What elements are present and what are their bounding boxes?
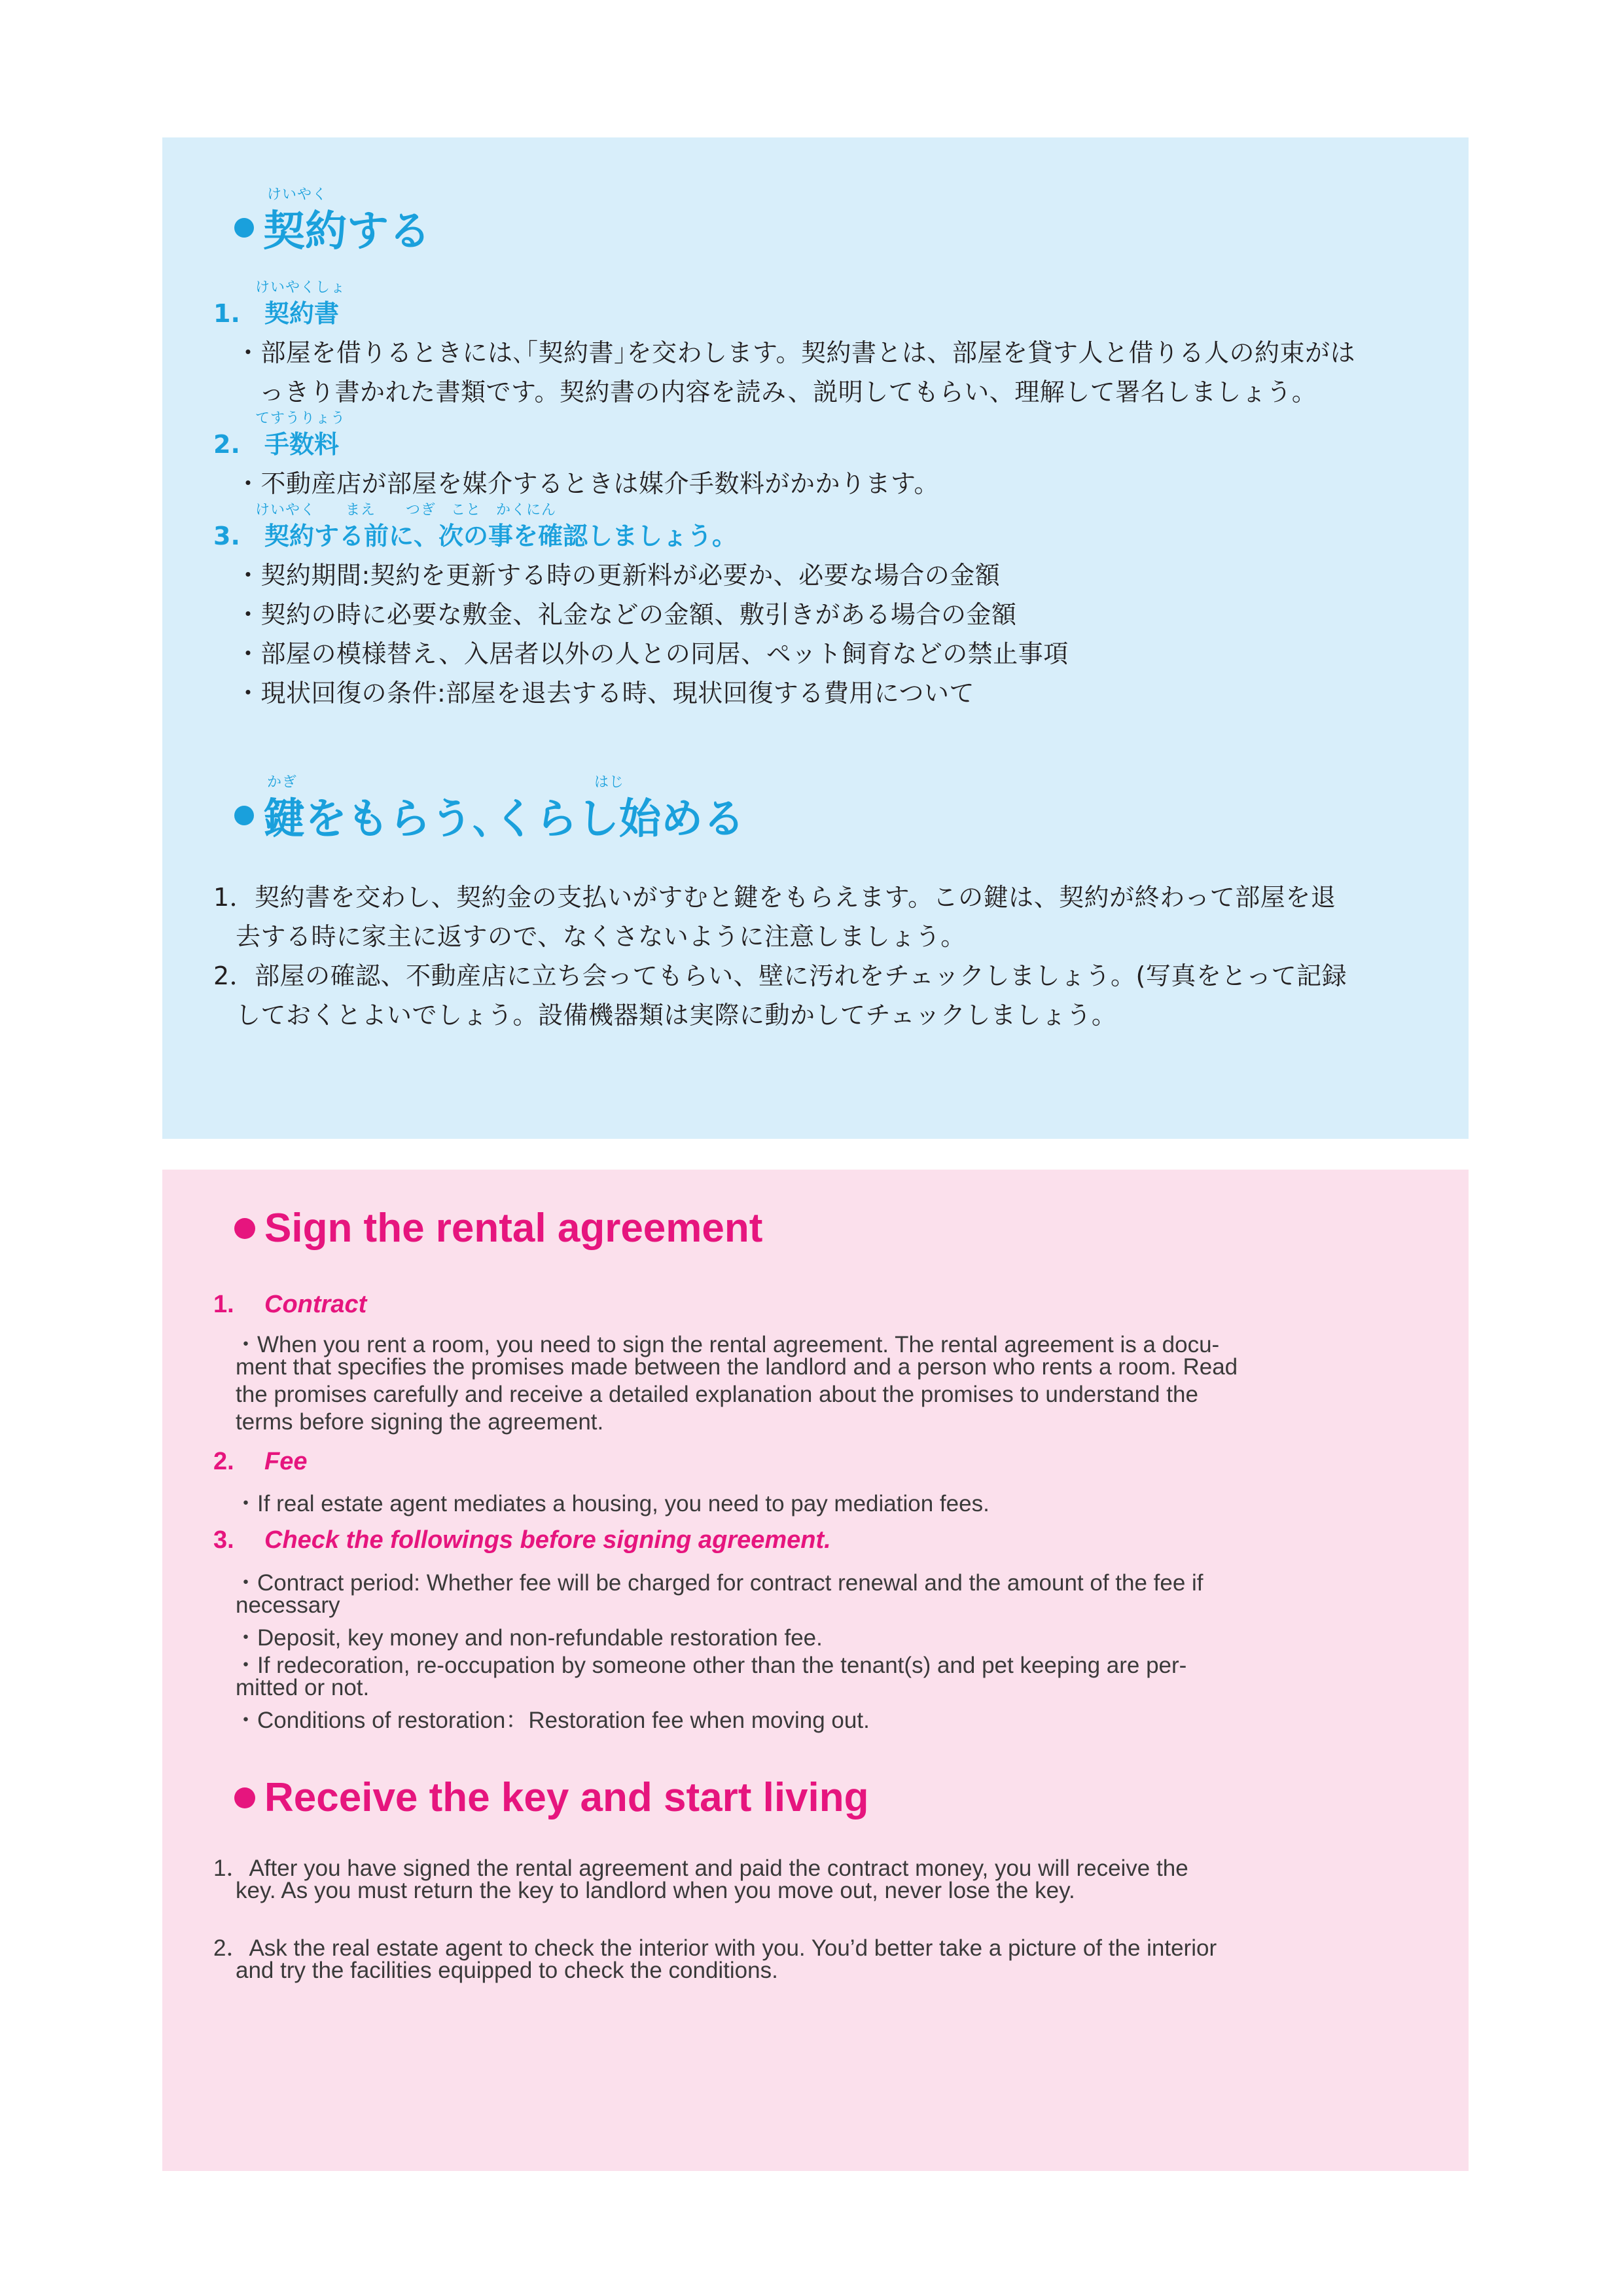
item-number: 1. bbox=[213, 299, 240, 328]
item-heading-fee bbox=[213, 424, 339, 460]
bullet-dot-icon bbox=[234, 1787, 255, 1808]
item-number: 1. bbox=[213, 1291, 234, 1318]
bullet-dot-icon bbox=[234, 806, 254, 825]
text-line: necessary bbox=[236, 1592, 340, 1618]
heading-text: Sign the rental agreement bbox=[264, 1206, 763, 1251]
text-line: 1．契約書を交わし、契約金の支払いがすむと鍵をもらえます。この鍵は、契約が終わって部屋を退 bbox=[213, 883, 1336, 912]
text-line: っきり書かれた書類です。契約書の内容を読み、説明してもらい、理解して署名しましょう。 bbox=[259, 378, 1317, 406]
item-heading-check bbox=[213, 516, 737, 552]
item-number: 3. bbox=[213, 522, 240, 550]
item-number: 3. bbox=[213, 1526, 234, 1554]
heading-text: 契約する bbox=[263, 207, 431, 256]
heading-key-ja bbox=[234, 785, 745, 846]
item-label: Check the followings before signing agreement. bbox=[264, 1526, 831, 1554]
text-line: ・If real estate agent mediates a housing, you need to pay mediation fees. bbox=[234, 1491, 990, 1516]
item-label: Fee bbox=[264, 1448, 308, 1475]
item-number: 2. bbox=[213, 430, 240, 459]
text-line: ・部屋の模様替え、入居者以外の人との同居、ペット飼育などの禁止事項 bbox=[236, 639, 1069, 668]
heading-key-en bbox=[234, 1774, 869, 1821]
text-line: terms before signing the agreement. bbox=[236, 1409, 604, 1435]
text-line: key. As you must return the key to landlord when you move out, never lose the key. bbox=[236, 1878, 1075, 1903]
text-line: 2．部屋の確認、不動産店に立ち会ってもらい、壁に汚れをチェックしましょう。(写真をとって記録 bbox=[213, 961, 1347, 990]
text-line: the promises carefully and receive a detailed explanation about the promises to understand the bbox=[236, 1382, 1198, 1407]
text-line: ・Contract period: Whether fee will be charged for contract renewal and the amount of the fee if bbox=[234, 1570, 1204, 1596]
text-line: 去する時に家主に返すので、なくさないように注意しましょう。 bbox=[236, 922, 966, 951]
item-label: 契約書 bbox=[264, 299, 340, 328]
item-heading-check bbox=[213, 1526, 831, 1554]
text-line: ・不動産店が部屋を媒介するときは媒介手数料がかかります。 bbox=[236, 469, 939, 498]
item-label: Contract bbox=[264, 1291, 367, 1318]
text-line: and try the facilities equipped to check the conditions. bbox=[236, 1958, 778, 1983]
item-reading: けいやく まえ つぎ こと かくにん bbox=[255, 502, 557, 518]
text-line: ・契約期間:契約を更新する時の更新料が必要か、必要な場合の金額 bbox=[236, 561, 1001, 590]
heading-reading: けいやく bbox=[267, 187, 328, 203]
text-line: 2．Ask the real estate agent to check the interior with you. You’d better take a picture of the interior bbox=[213, 1935, 1217, 1961]
text-line: しておくとよいでしょう。設備機器類は実際に動かしてチェックしましょう。 bbox=[236, 1001, 1117, 1030]
text-line: 1．After you have signed the rental agreement and paid the contract money, you will receive the bbox=[213, 1856, 1188, 1881]
text-line: ・When you rent a room, you need to sign the rental agreement. The rental agreement is a docu- bbox=[234, 1332, 1220, 1357]
japanese-panel bbox=[162, 137, 1469, 1139]
item-heading-contract-doc bbox=[213, 293, 339, 329]
item-number: 2. bbox=[213, 1448, 234, 1475]
item-heading-fee bbox=[213, 1448, 307, 1476]
heading-contract-ja bbox=[234, 198, 431, 258]
heading-reading: はじ bbox=[594, 774, 625, 791]
heading-text: 鍵をもらう､くらし始める bbox=[263, 795, 745, 844]
item-heading-contract bbox=[213, 1291, 366, 1319]
item-reading: けいやくしょ bbox=[255, 279, 346, 296]
text-line: ・Conditions of restoration：Restoration fee when moving out. bbox=[234, 1708, 870, 1733]
item-reading: てすうりょう bbox=[255, 410, 346, 427]
text-line: ・Deposit, key money and non-refundable restoration fee. bbox=[234, 1625, 823, 1651]
text-line: ment that specifies the promises made between the landlord and a person who rents a room. Read bbox=[236, 1354, 1238, 1380]
text-line: ・部屋を借りるときには､｢契約書｣を交わします。契約書とは、部屋を貸す人と借りる人の約束がは bbox=[236, 338, 1355, 367]
heading-contract-en bbox=[234, 1205, 762, 1251]
text-line: ・契約の時に必要な敷金、礼金などの金額、敷引きがある場合の金額 bbox=[236, 600, 1017, 629]
bullet-dot-icon bbox=[234, 1218, 255, 1239]
english-panel bbox=[162, 1170, 1469, 2171]
item-label: 契約する前に、次の事を確認しましょう。 bbox=[264, 522, 738, 550]
item-label: 手数料 bbox=[264, 430, 340, 459]
heading-reading: かぎ bbox=[267, 774, 298, 791]
heading-text: Receive the key and start living bbox=[264, 1775, 869, 1820]
text-line: ・現状回復の条件:部屋を退去する時、現状回復する費用について bbox=[236, 679, 975, 708]
text-line: ・If redecoration, re-occupation by someone other than the tenant(s) and pet keeping are per- bbox=[234, 1653, 1187, 1678]
bullet-dot-icon bbox=[234, 218, 254, 238]
text-line: mitted or not. bbox=[236, 1675, 370, 1700]
